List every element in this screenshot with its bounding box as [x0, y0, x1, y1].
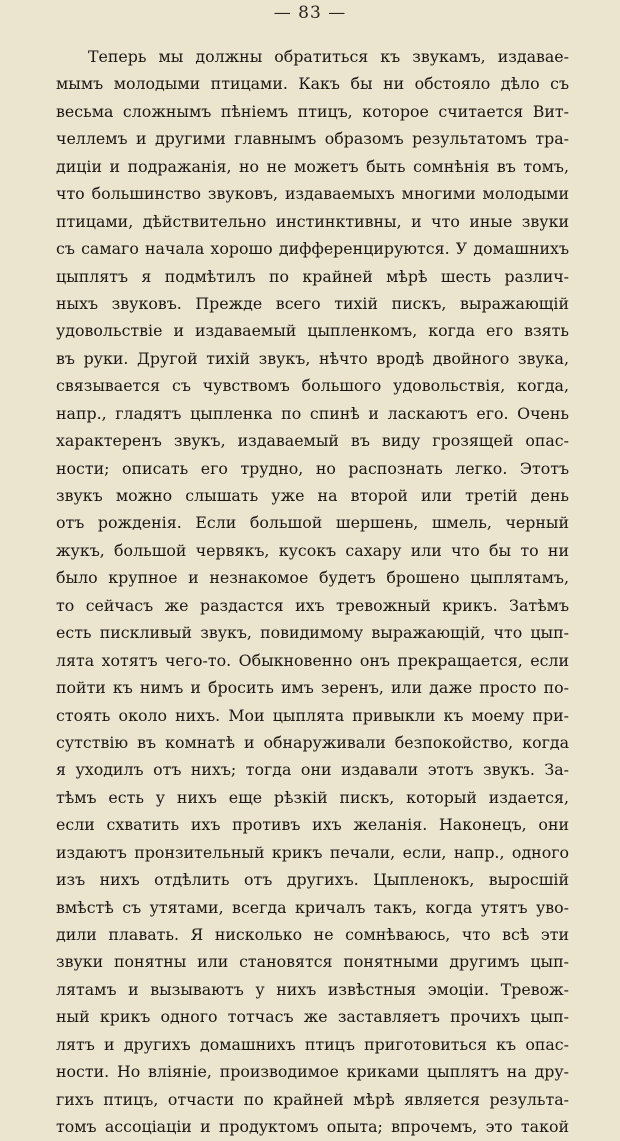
- text-line: было крупное и незнакомое будетъ брошено цыплятамъ,: [56, 568, 569, 588]
- page-number: — 83 —: [273, 3, 347, 23]
- text-line: въ руки. Другой тихій звукъ, нѣчто вродѣ двойного звука,: [56, 348, 569, 368]
- text-line: пойти къ нимъ и бросить имъ зеренъ, или даже просто по-: [56, 678, 569, 698]
- text-line: лятъ и другихъ домашнихъ птицъ приготовиться къ опас-: [56, 1034, 569, 1054]
- text-line: лята хотятъ чего-то. Обыкновенно онъ прекращается, если: [56, 650, 569, 670]
- text-line: звуки понятны или становятся понятными другимъ цып-: [56, 952, 569, 972]
- text-line: характеренъ звукъ, издаваемый въ виду грозящей опас-: [56, 431, 569, 451]
- text-line: отъ рожденія. Если большой шершень, шмель, черный: [56, 513, 569, 533]
- text-line: птицами, дѣйствительно инстинктивны, и что иные звуки: [56, 211, 569, 231]
- text-line: есть пискливый звукъ, повидимому выражающій, что цып-: [56, 623, 569, 643]
- text-line: то сейчасъ же раздастся ихъ тревожный крикъ. Затѣмъ: [56, 595, 569, 615]
- text-line: томъ ассоціаціи и продуктомъ опыта; впрочемъ, это такой: [56, 1117, 569, 1137]
- text-line: диціи и подражанія, но не можетъ быть сомнѣнія въ томъ,: [56, 156, 569, 176]
- text-line: ности. Но вліяніе, производимое криками цыплятъ на дру-: [56, 1062, 569, 1082]
- text-line: ныхъ звуковъ. Прежде всего тихій пискъ, выражающій: [56, 293, 569, 313]
- text-line: звукъ можно слышать уже на второй или третій день: [56, 486, 569, 505]
- text-line: стоять около нихъ. Мои цыплята привыкли къ моему при-: [56, 705, 569, 725]
- text-line: изъ нихъ отдѣлить отъ другихъ. Цыпленокъ, выросшій: [56, 870, 569, 890]
- text-line: лятамъ и вызываютъ у нихъ извѣстныя эмоціи. Тревож-: [56, 979, 569, 999]
- text-line: гихъ птицъ, отчасти по крайней мѣрѣ является результа-: [56, 1089, 569, 1109]
- text-line: удовольствіе и издаваемый цыпленкомъ, когда его взять: [56, 321, 569, 341]
- text-line: напр., гладятъ цыпленка по спинѣ и ласкаютъ его. Очень: [56, 403, 569, 423]
- text-line: мымъ молодыми птицами. Какъ бы ни обстояло дѣло съ: [56, 74, 569, 94]
- text-line: съ самаго начала хорошо дифференцируются. У домашнихъ: [56, 239, 569, 259]
- text-line: весьма сложнымъ пѣніемъ птицъ, которое считается Вит-: [56, 101, 569, 121]
- text-line: ный крикъ одного тотчасъ же заставляетъ прочихъ цып-: [56, 1007, 569, 1027]
- text-line: издаютъ пронзительный крикъ печали, если, напр., одного: [56, 842, 569, 862]
- text-line: цыплятъ я подмѣтилъ по крайней мѣрѣ шесть различ-: [56, 266, 569, 286]
- text-line: связывается съ чувствомъ большого удовольствія, когда,: [56, 376, 569, 396]
- text-line: вмѣстѣ съ утятами, всегда кричалъ такъ, когда утятъ уво-: [56, 897, 569, 917]
- text-line: Теперь мы должны обратиться къ звукамъ, издавае-: [88, 47, 569, 66]
- text-line: если схватить ихъ противъ ихъ желанія. Наконецъ, они: [56, 815, 569, 835]
- text-line: дили плавать. Я нисколько не сомнѣваюсь, что всѣ эти: [56, 925, 569, 944]
- text-line: я уходилъ отъ нихъ; тогда они издавали этотъ звукъ. За-: [56, 760, 569, 780]
- body-text: [56, 43, 569, 1141]
- text-line: челлемъ и другими главнымъ образомъ результатомъ тра-: [56, 129, 569, 149]
- text-line: что большинство звуковъ, издаваемыхъ многими молодыми: [56, 184, 569, 204]
- text-line: ности; описать его трудно, но распознать легко. Этотъ: [56, 458, 569, 478]
- text-line: тѣмъ есть у нихъ еще рѣзкій пискъ, который издается,: [56, 787, 569, 807]
- text-line: сутствію въ комнатѣ и обнаруживали безпокойство, когда: [56, 732, 569, 752]
- text-line: жукъ, большой червякъ, кусокъ сахару или что бы то ни: [56, 540, 569, 560]
